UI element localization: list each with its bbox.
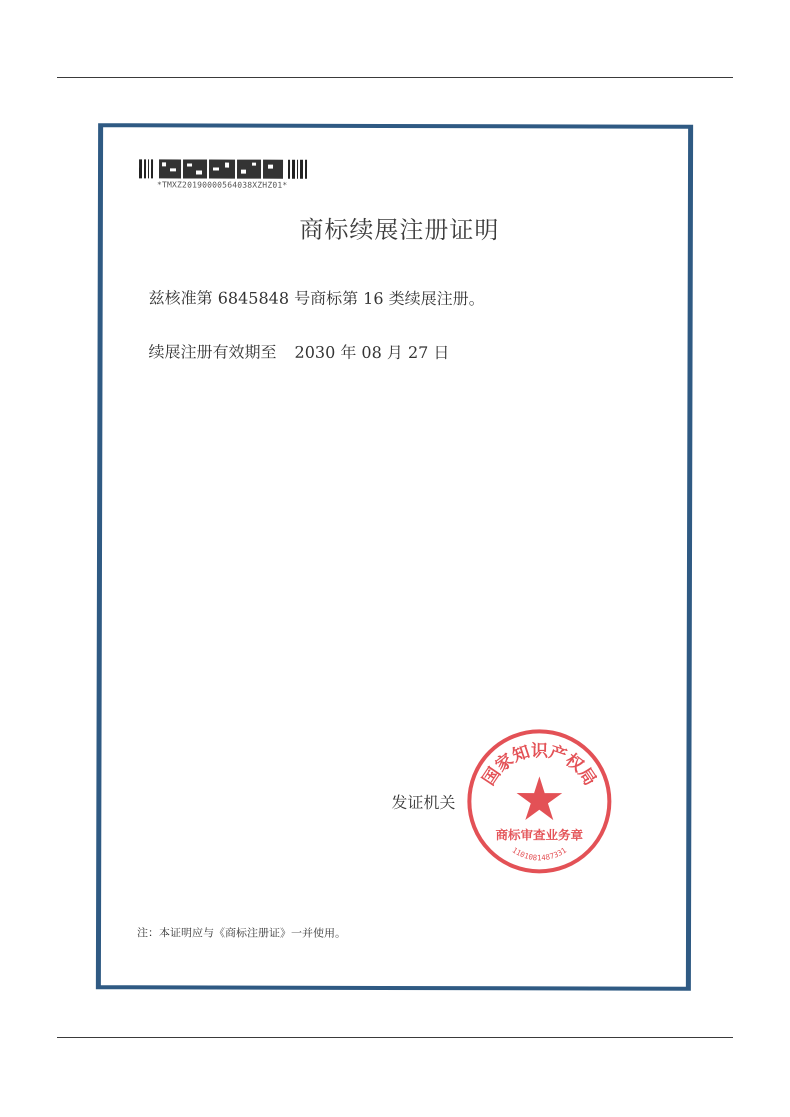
certificate-document (96, 123, 693, 991)
certificate-footnote: 注：本证明应与《商标注册证》一并使用。 (136, 926, 347, 940)
page-top-rule (57, 77, 733, 78)
approval-statement: 兹核准第 6845848 号商标第 16 类续展注册。 (148, 288, 485, 309)
page-bottom-rule (57, 1037, 733, 1038)
validity-line (149, 339, 450, 363)
barcode-image (139, 157, 309, 179)
validity-label: 续展注册有效期至 (148, 342, 277, 362)
svg-text:1101081487331 (510, 846, 568, 863)
seal-code: 1101081487331 (510, 845, 568, 863)
validity-date: 2030 年 08 月 27 日 (294, 342, 450, 363)
seal-arc-text: 国家知识产权局 (478, 741, 600, 790)
official-seal-stamp (464, 726, 614, 876)
certificate-title: 商标续展注册证明 (299, 215, 500, 245)
issuer-label: 发证机关 (391, 792, 456, 813)
seal-inner-text: 商标审查业务章 (495, 827, 584, 843)
barcode-number: *TMXZ20190000564038XZHZ01* (156, 180, 288, 190)
barcode-block (139, 157, 319, 189)
seal-star-icon (517, 776, 563, 820)
